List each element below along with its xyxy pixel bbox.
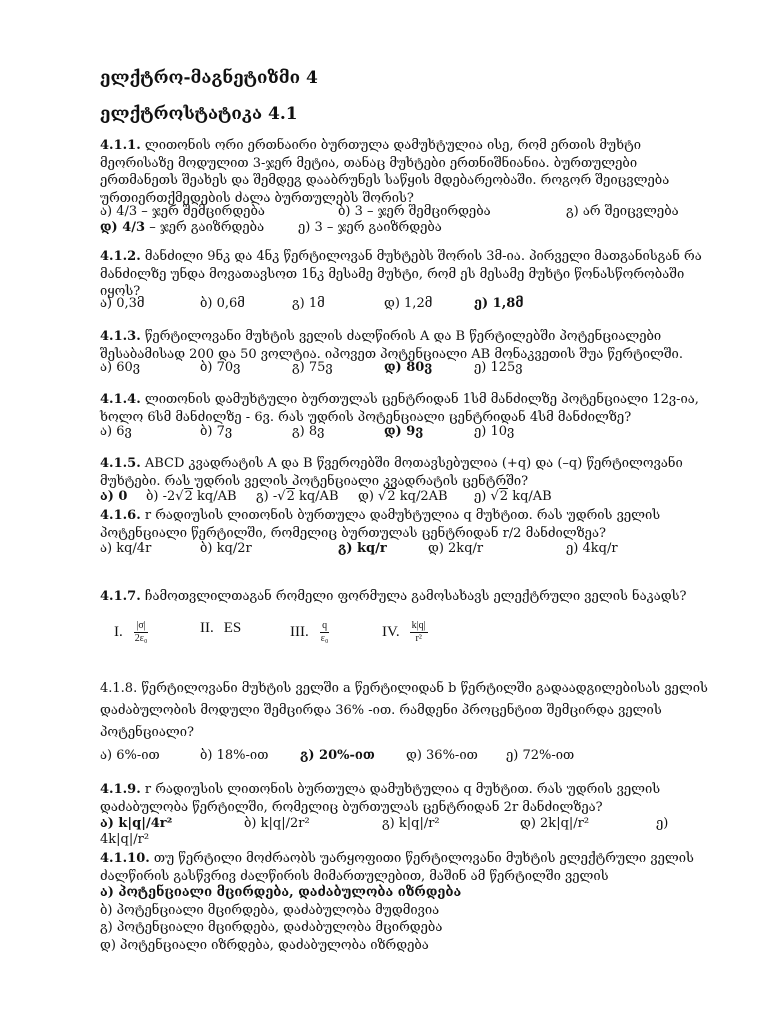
answer-c: გ) 20%-ით xyxy=(300,748,375,763)
formula-iii-numerator: q xyxy=(322,620,328,631)
answer-b: ბ) 18%-ით xyxy=(200,748,269,763)
answer-c: გ) -√2 kq/AB xyxy=(256,489,339,504)
formula-iv-numerator: k|q| xyxy=(411,620,426,631)
answer-d: დ) 9ვ xyxy=(384,424,424,439)
formula-iii-fraction xyxy=(319,620,331,645)
question-4-1-3 xyxy=(100,328,718,363)
answer-e: ე) 3 – ჯერ გაიზრდება xyxy=(298,220,442,235)
answer-d-value: დ) 4/3 xyxy=(100,220,146,235)
answer-a: ა) 4/3 – ჯერ შემცირდება xyxy=(100,204,265,219)
chapter-title: ელქტრო-მაგნეტიზმი 4 xyxy=(100,68,318,88)
answer-e: ე) 125ვ xyxy=(474,360,523,375)
answer-d-suffix: kq/2AB xyxy=(395,489,448,504)
answer-e: ე) 1,8მ xyxy=(474,296,524,311)
formula-i-denominator: 2ε₀ xyxy=(134,633,148,644)
answers-4-1-1-row2 xyxy=(100,220,740,238)
answer-c-suffix: kq/AB xyxy=(294,489,339,504)
answer-c: გ) 75ვ xyxy=(292,360,333,375)
answer-a: ა) 0 xyxy=(100,489,128,504)
answer-e: ე) xyxy=(656,816,669,831)
answer-e-suffix: kq/AB xyxy=(508,489,552,504)
answer-a: ა) 6%-ით xyxy=(100,748,160,763)
answer-d: დ) 2k|q|/r² xyxy=(520,816,590,831)
answer-b: ბ) 70ვ xyxy=(200,360,241,375)
answer-d xyxy=(100,220,264,235)
answer-b-prefix: ბ) -2 xyxy=(146,489,176,504)
question-number: 4.1.9. xyxy=(100,782,141,797)
formula-iii-label: III. xyxy=(290,624,309,640)
question-number: 4.1.4. xyxy=(100,392,141,407)
answers-4-1-10 xyxy=(100,884,718,954)
answer-e: ე) √2 kq/AB xyxy=(474,489,552,504)
answers-4-1-6 xyxy=(100,541,740,559)
answer-b: ბ) kq/2r xyxy=(200,541,252,556)
formula-i-numerator: |σ| xyxy=(136,620,146,631)
answer-c: გ) არ შეიცვლება xyxy=(566,204,679,219)
question-text: ლითონის ორი ერთნაირი ბურთულა დამუხტულია ისე, რომ ერთის მუხტი მეორისაზე მოდულით 3-ჯერ მეტია, თანაც მუხტები ერთნიშნიანია. ბურთულები ერთმანეთს შეახეს და შემდეგ დააბრუნეს საწყის მდებარეობაში. როგორ შეიცვლება ურთიერთქმედების ძალა ბურთულებს შორის? xyxy=(100,138,670,206)
answer-b: ბ) 7ვ xyxy=(200,424,233,439)
question-number: 4.1.7. xyxy=(100,589,141,604)
formula-iv-fraction xyxy=(410,620,428,645)
question-4-1-2 xyxy=(100,248,718,301)
question-4-1-7 xyxy=(100,588,718,606)
question-4-1-6 xyxy=(100,507,718,542)
section-title: ელქტროსტატიკა 4.1 xyxy=(100,104,298,124)
formula-iii-denominator: ε₀ xyxy=(320,633,329,644)
question-number: 4.1.5. xyxy=(100,456,141,471)
answer-c-prefix: გ) - xyxy=(256,489,278,504)
answer-c: გ) პოტენციალი მცირდება, დაძაბულობა მცირდება xyxy=(100,920,443,935)
answers-4-1-2 xyxy=(100,296,740,314)
answer-d: დ) √2 kq/2AB xyxy=(358,489,448,504)
answer-b: ბ) 3 – ჯერ შემცირდება xyxy=(338,204,491,219)
question-text: r რადიუსის ლითონის ბურთულა დამუხტულია q მუხტით. რას უდრის ველის პოტენციალი წერტილში, რომელიც ბურთულას ცენტრიდან r/2 მანძილზეა? xyxy=(100,508,661,541)
question-text: წერტილოვანი მუხტის ველის ძალწირის A და B წერტილებში პოტენციალები შესაბამისად 200 და 50 ვოლტია. იპოვეთ პოტენციალი AB მონაკვეთის შუა წერტილში. xyxy=(100,329,683,362)
formula-i-label: I. xyxy=(114,624,123,640)
answer-a: ა) k|q|/4r² xyxy=(100,816,173,831)
answers-4-1-3 xyxy=(100,360,740,378)
answer-d: დ) 1,2მ xyxy=(384,296,433,311)
answer-d-prefix: დ) xyxy=(358,489,379,504)
answer-d: დ) პოტენციალი იზრდება, დაძაბულობა იზრდება xyxy=(100,937,429,953)
question-text: ლითონის დამუხტული ბურთულას ცენტრიდან 1სმ მანძილზე პოტენციალი 12ვ-ია, ხოლო 6სმ მანძილზე - 6ვ. რას უდრის პოტენციალი ცენტრიდან 4სმ მანძილზე? xyxy=(100,392,699,425)
answer-a: ა) 60ვ xyxy=(100,360,141,375)
question-number: 4.1.10. xyxy=(100,851,150,866)
question-4-1-1 xyxy=(100,137,718,207)
formula-i xyxy=(114,620,149,645)
answers-4-1-8 xyxy=(100,748,740,766)
question-4-1-9 xyxy=(100,781,718,816)
answer-d: დ) 36%-ით xyxy=(406,748,478,763)
answer-b: ბ) პოტენციალი მცირდება, დაძაბულობა მუდმივია xyxy=(100,902,440,918)
answer-a: ა) 6ვ xyxy=(100,424,132,439)
question-4-1-4 xyxy=(100,391,718,426)
answer-a: ა) პოტენციალი მცირდება, დაძაბულობა იზრდება xyxy=(100,885,462,900)
answers-4-1-9-row2 xyxy=(100,832,740,850)
answer-c: გ) k|q|/r² xyxy=(382,816,440,831)
formula-iv-label: IV. xyxy=(382,624,400,640)
question-text: r რადიუსის ლითონის ბურთულა დამუხტულია q მუხტით. რას უდრის ველის დაძაბულობა წერტილში, რომელიც ბურთულას ცენტრიდან 2r მანძილზეა? xyxy=(100,782,661,815)
answer-b: ბ) -2√2 kq/AB xyxy=(146,489,237,504)
answer-e: ე) 72%-ით xyxy=(506,748,575,763)
question-number: 4.1.3. xyxy=(100,329,141,344)
answer-e-radicand: 2 xyxy=(499,489,509,504)
answer-a: ა) kq/4r xyxy=(100,541,152,556)
formula-options xyxy=(100,620,740,660)
answer-d-radicand: 2 xyxy=(387,489,396,504)
answer-e: ე) 10ვ xyxy=(474,424,515,439)
formula-ii xyxy=(200,620,241,637)
answer-e-prefix: ე) xyxy=(474,489,491,504)
answer-c-radicand: 2 xyxy=(286,489,295,504)
question-4-1-8: 4.1.8. წერტილოვანი მუხტის ველში a წერტილიდან b წერტილში გადაადგილებისას ველის დაძაბულობის მოდული შემცირდა 36% -ით. რამდენი პროცენტით შემცირდა ველის პოტენციალი? xyxy=(100,681,708,740)
answers-4-1-4 xyxy=(100,424,740,442)
question-text: მანძილი 9ნკ და 4ნკ წერტილოვან მუხტებს შორის 3მ-ია. პირველი მათგანისგან რა მანძილზე უნდა მოვათავსოთ 1ნკ მესამე მუხტი, რომ ეს მესამე მუხტი წონასწორობაში იყოს? xyxy=(100,249,702,299)
formula-ii-label: II. xyxy=(200,620,214,636)
answer-b-suffix: kq/AB xyxy=(192,489,237,504)
question-text: ABCD კვადრატის A და B წვეროებში მოთავსებულია (+q) და (–q) წერტილოვანი მუხტები. რას უდრის ველის პოტენციალი კვადრატის ცენტრში? xyxy=(100,456,683,489)
question-number: 4.1.1. xyxy=(100,138,141,153)
formula-ii-expression: ES xyxy=(223,620,242,636)
question-text: თუ წერტილი მოძრაობს უარყოფითი წერტილოვანი მუხტის ელექტრული ველის ძალწირის გასწვრივ ძალწირის მიმართულებით, მაშინ ამ წერტილში ველის xyxy=(100,851,694,884)
answer-b-radicand: 2 xyxy=(184,489,193,504)
answer-c: გ) 8ვ xyxy=(292,424,325,439)
answer-e-value: 4k|q|/r² xyxy=(100,832,150,847)
question-4-1-10 xyxy=(100,850,718,885)
answer-d: დ) 2kq/r xyxy=(428,541,484,556)
formula-iii xyxy=(290,620,330,645)
answer-c: გ) kq/r xyxy=(338,541,387,556)
answer-a: ა) 0,3მ xyxy=(100,296,145,311)
question-text: ჩამოთვლილთაგან რომელი ფორმულა გამოსახავს ელექტრული ველის ნაკადს? xyxy=(140,589,687,604)
answer-d-rest: – ჯერ გაიზრდება xyxy=(145,220,265,235)
formula-i-fraction xyxy=(133,620,150,645)
answer-b: ბ) 0,6მ xyxy=(200,296,245,311)
answer-c: გ) 1მ xyxy=(292,296,325,311)
formula-iv-denominator: r² xyxy=(415,633,422,644)
formula-iv xyxy=(382,620,428,645)
question-4-1-5 xyxy=(100,455,718,490)
question-number: 4.1.2. xyxy=(100,249,141,264)
answer-d: დ) 80ვ xyxy=(384,360,433,375)
answer-b: ბ) k|q|/2r² xyxy=(244,816,310,831)
answer-e: ე) 4kq/r xyxy=(566,541,618,556)
question-number: 4.1.6. xyxy=(100,508,141,523)
answers-4-1-5 xyxy=(100,489,740,507)
